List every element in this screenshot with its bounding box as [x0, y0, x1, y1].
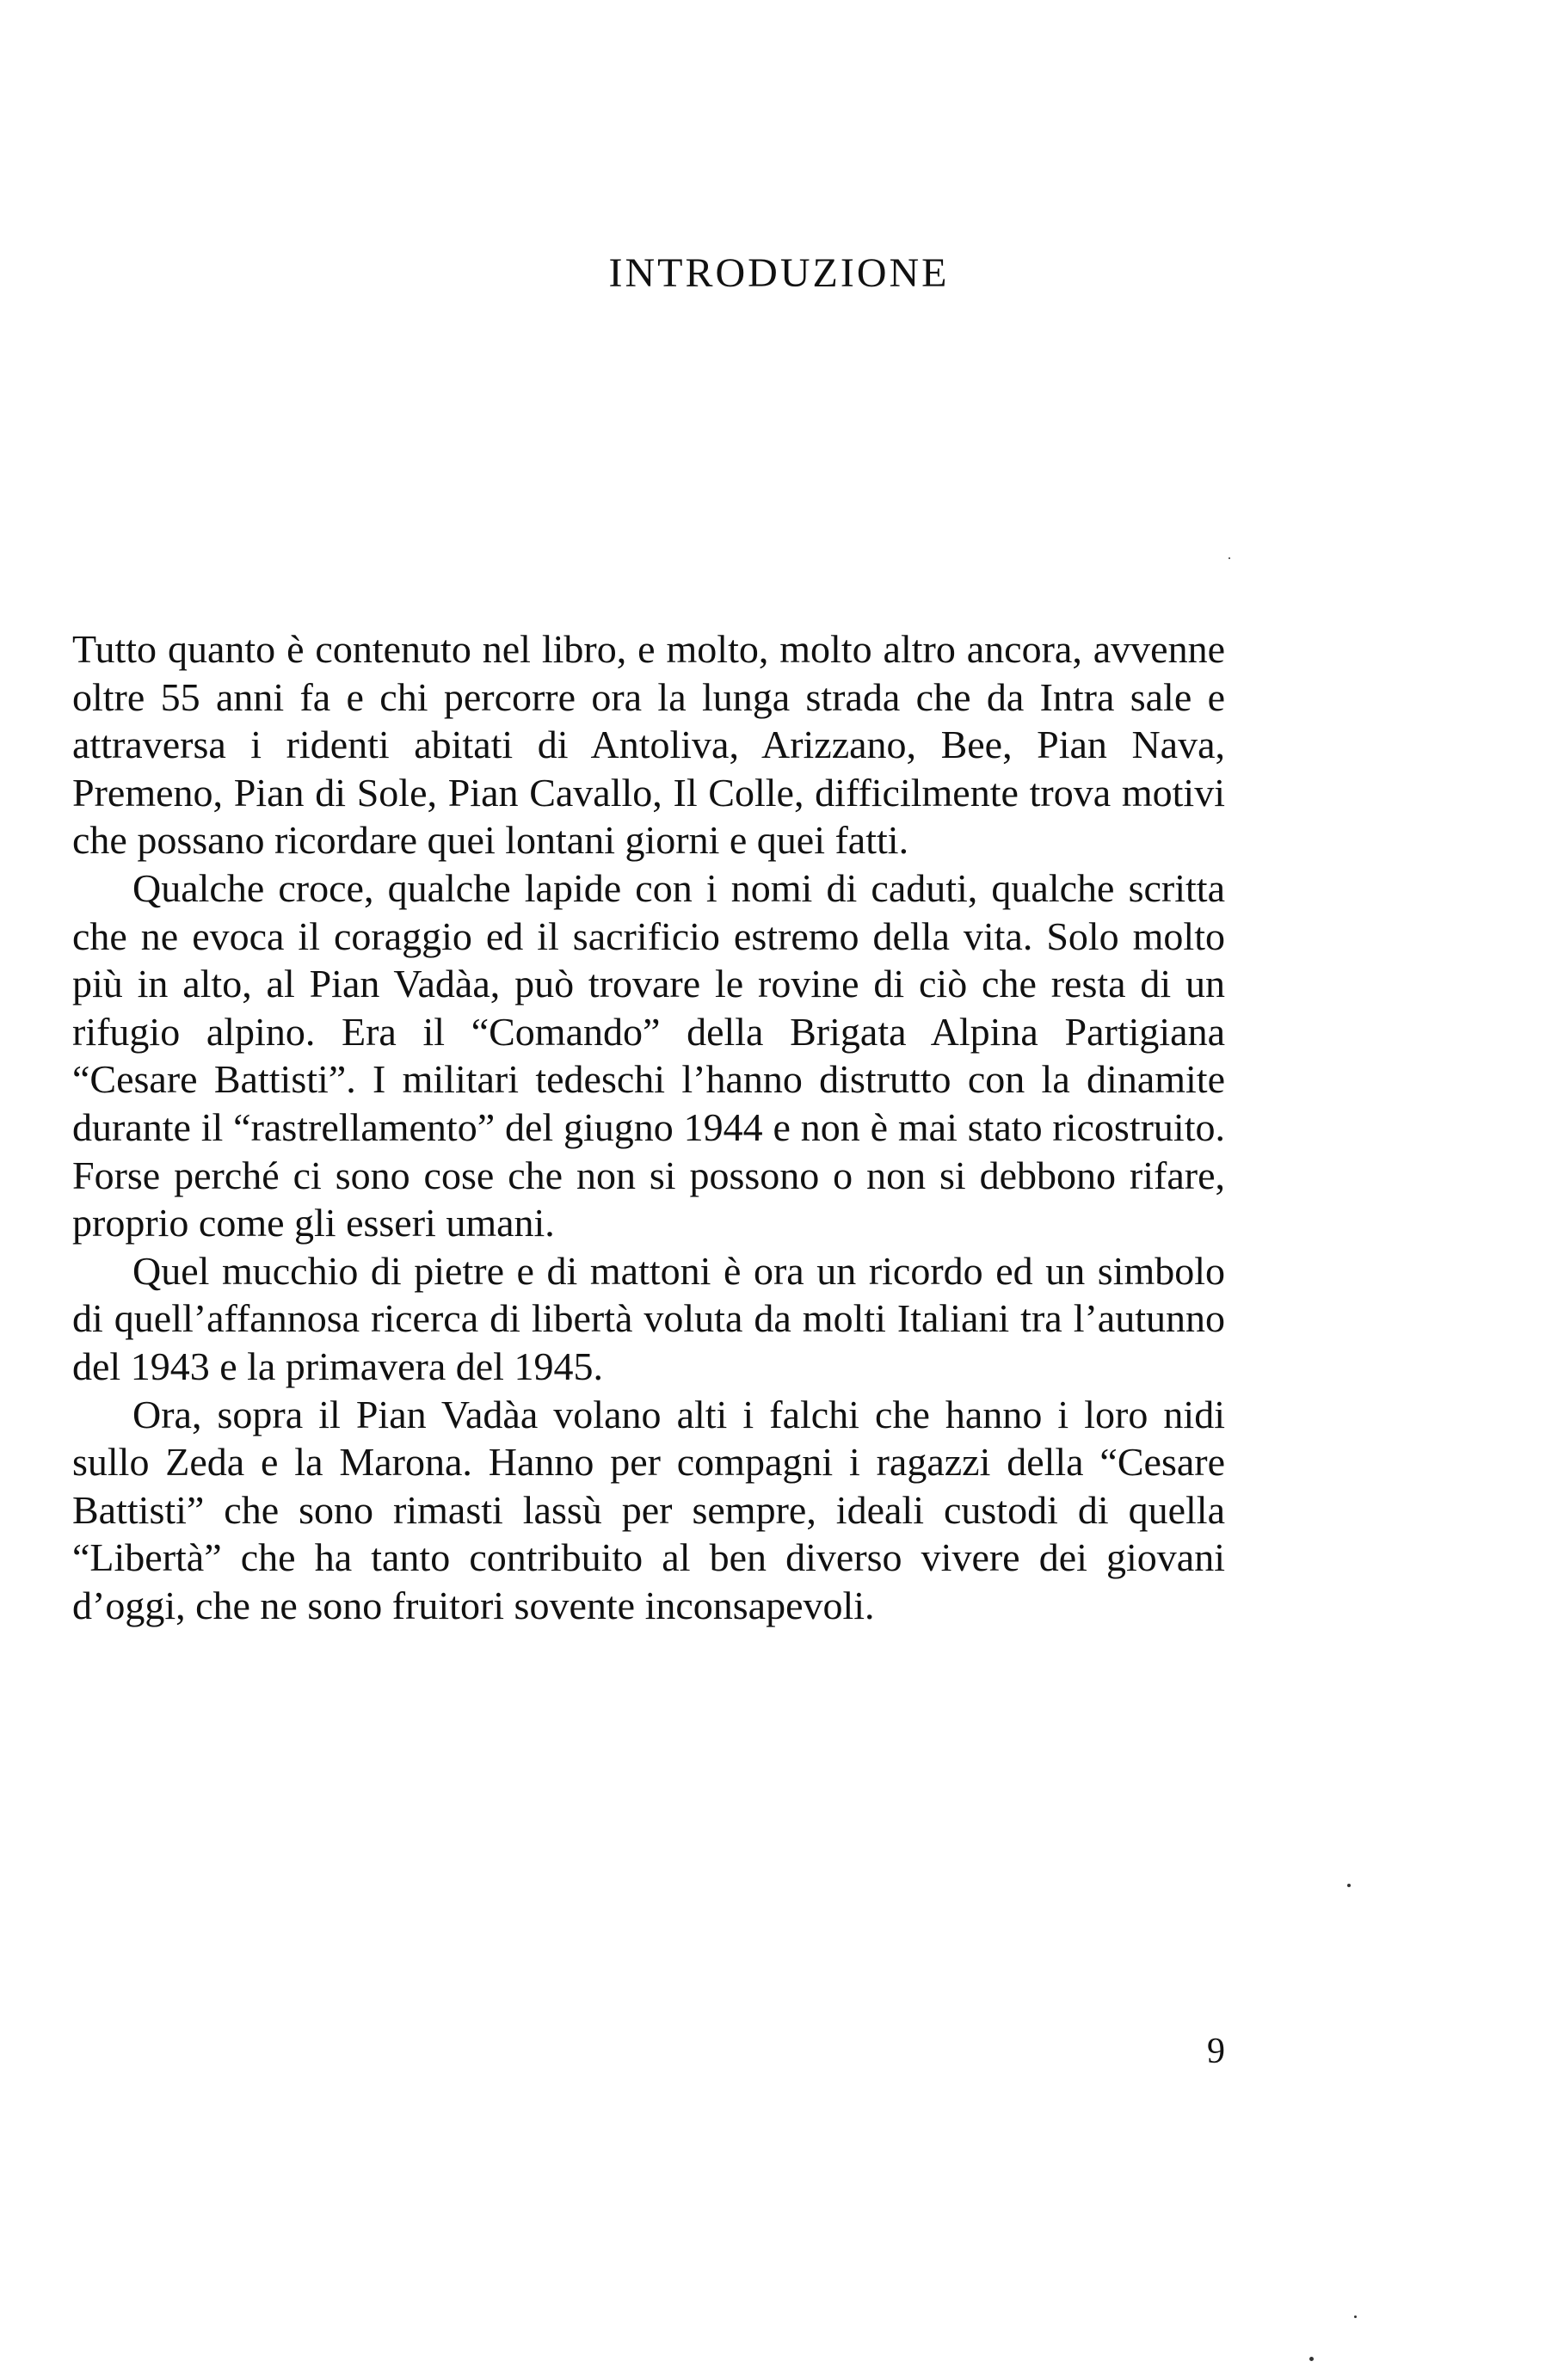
chapter-title: INTRODUZIONE — [608, 250, 950, 296]
scan-speck — [1309, 2357, 1314, 2361]
chapter-body — [72, 625, 1225, 1629]
paragraph-3: Quel mucchio di pietre e di mattoni è ora un ricordo ed un simbolo di quell’affannosa ricerca di libertà voluta da molti Italiani tra l’autunno del 1943 e la primavera del 1945. — [72, 1248, 1225, 1388]
paragraph-2: Qualche croce, qualche lapide con i nomi di caduti, qualche scritta che ne evoca il coraggio ed il sacrificio estremo della vita. Solo molto più in alto, al Pian Vadàa, può trovare le rovine di ciò che resta di un rifugio alpino. Era il “Comando” della Brigata Alpina Partigiana “Cesare Battisti”. I militari tedeschi l’hanno distrutto con la dinamite durante il “rastrellamento” del giugno 1944 e non è mai stato ricostruito. Forse perché ci sono cose che non si possono o non si debbono rifare, proprio come gli esseri umani. — [72, 865, 1225, 1245]
scan-speck — [1354, 2315, 1357, 2318]
scan-speck — [1347, 1884, 1351, 1887]
scan-speck — [1229, 557, 1230, 559]
paragraph-4: Ora, sopra il Pian Vadàa volano alti i falchi che hanno i loro nidi sullo Zeda e la Marona. Hanno per compagni i ragazzi della “Cesare Battisti” che sono rimasti lassù per sempre, ideali custodi di quella “Libertà” che ha tanto contribuito al ben diverso vivere dei giovani d’oggi, che ne sono fruitori sovente inconsapevoli. — [72, 1392, 1225, 1627]
paragraph-1: Tutto quanto è contenuto nel libro, e molto, molto altro ancora, avvenne oltre 55 anni fa e chi percorre ora la lunga strada che da Intra sale e attraversa i ridenti abitati di Antoliva, Arizzano, Bee, Pian Nava, Premeno, Pian di Sole, Pian Cavallo, Il Colle, difficilmente trova motivi che possano ricordare quei lontani giorni e quei fatti. — [72, 627, 1225, 863]
page-number: 9 — [1207, 2032, 1225, 2071]
